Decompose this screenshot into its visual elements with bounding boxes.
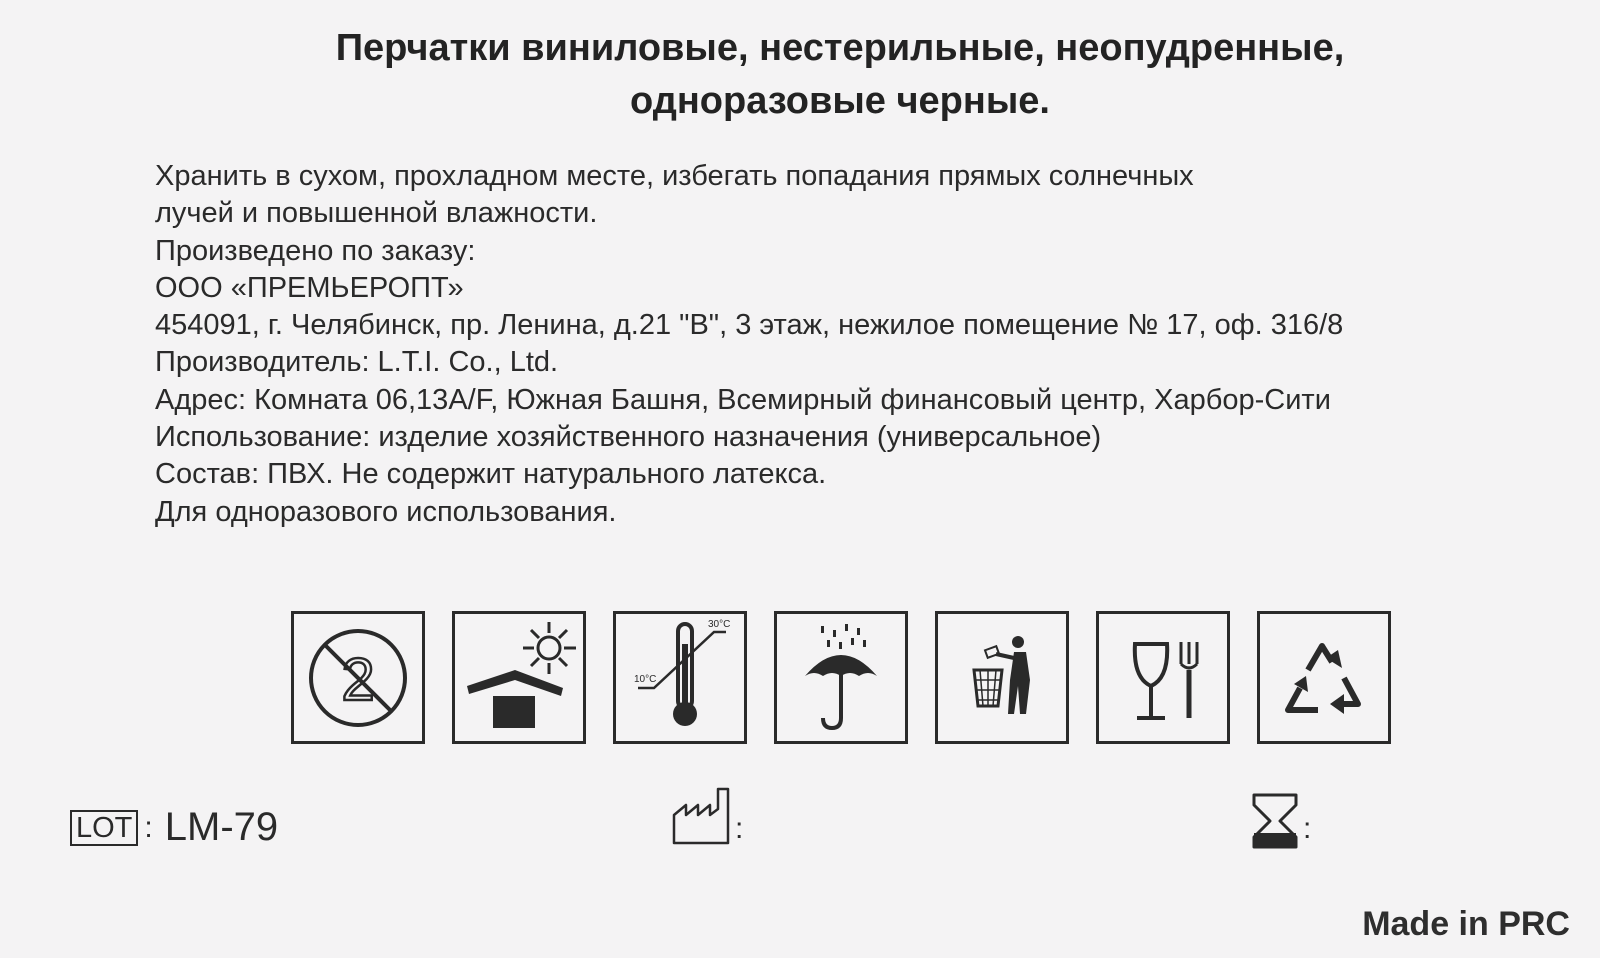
manufacture-date-separator: : [735,812,744,845]
keep-dry-icon [774,611,908,744]
manufacture-date-icon [670,785,730,850]
single-use-text: Для одноразового использования. [155,495,617,528]
manufacturer: Производитель: L.T.I. Co., Ltd. [155,346,559,379]
title-line-1: Перчатки виниловые, нестерильные, неопудренные, [335,27,1345,69]
svg-text:2: 2 [341,646,375,713]
lot-separator: : [144,810,153,844]
min-temperature-label: 10°C [634,674,657,685]
storage-text-line-2: лучей и повышенной влажности. [155,197,598,230]
title-line-2: одноразовые черные. [630,80,1050,122]
expiry-date-icon [1250,793,1300,854]
keep-away-from-sunlight-icon [452,611,586,744]
manufacturer-address: Адрес: Комната 06,13A/F, Южная Башня, Всемирный финансовый центр, Харбор-Сити [155,383,1331,416]
product-title [150,22,1530,128]
food-safe-icon [1096,611,1230,744]
usage-text: Использование: изделие хозяйственного назначения (универсальное) [155,421,1102,454]
company-address: 454091, г. Челябинск, пр. Ленина, д.21 "В", 3 этаж, нежилое помещение № 17, оф. 316/8 [155,309,1344,342]
expiry-date-separator: : [1303,812,1312,845]
lot-value: LM-79 [164,805,279,849]
lot-label: LOT [70,810,138,846]
temperature-limit-icon [613,611,747,744]
country-of-origin: Made in PRC [1362,905,1570,943]
composition-text: Состав: ПВХ. Не содержит натурального латекса. [155,458,827,491]
lot-number [70,805,278,850]
ordered-by-label: Произведено по заказу: [155,234,476,267]
dispose-in-bin-icon [935,611,1069,744]
recycle-icon [1257,611,1391,744]
do-not-reuse-icon [291,611,425,744]
company-name: ООО «ПРЕМЬЕРОПТ» [155,271,464,304]
storage-text-line-1: Хранить в сухом, прохладном месте, избегать попадания прямых солнечных [155,160,1194,192]
max-temperature-label: 30°C [708,619,731,630]
product-description [155,158,1343,531]
